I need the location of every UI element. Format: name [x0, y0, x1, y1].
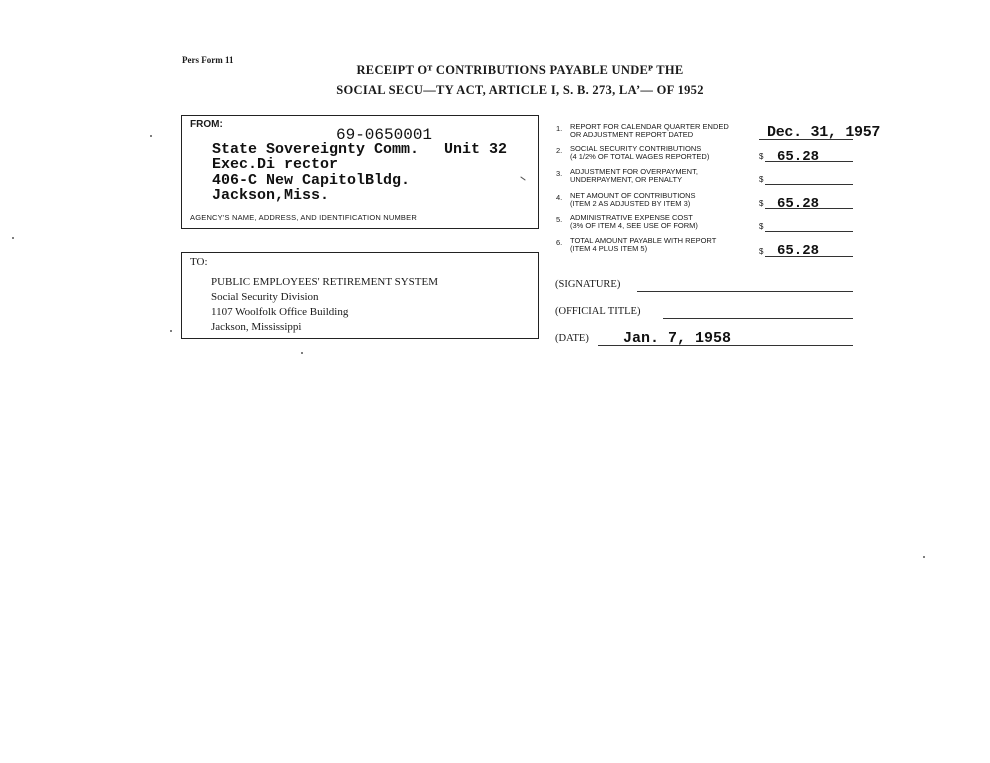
- item-rule: [765, 184, 853, 185]
- to-line-2: Social Security Division: [211, 291, 319, 303]
- item-label-line-1: SOCIAL SECURITY CONTRIBUTIONS: [570, 144, 702, 153]
- item-number: 5.: [556, 215, 563, 224]
- item-rule: [765, 231, 853, 232]
- dollar-sign: $: [759, 175, 764, 184]
- item-number: 1.: [556, 124, 563, 133]
- quarter-ended-value: Dec. 31, 1957: [767, 124, 881, 141]
- to-box: [181, 252, 539, 339]
- item-label-line-2: (ITEM 4 PLUS ITEM 5): [570, 244, 648, 253]
- item-label-line-1: NET AMOUNT OF CONTRIBUTIONS: [570, 191, 696, 200]
- date-label: (DATE): [555, 333, 589, 344]
- scan-speck: [12, 237, 14, 239]
- net-amount-value: 65.28: [777, 196, 820, 212]
- to-label: TO:: [190, 256, 208, 268]
- item-label-line-1: ADMINISTRATIVE EXPENSE COST: [570, 213, 693, 222]
- dollar-sign: $: [759, 222, 764, 231]
- item-label-line-2: (4 1/2% OF TOTAL WAGES REPORTED): [570, 152, 710, 161]
- agency-address-line-3: 406-C New CapitolBldg.: [212, 172, 411, 189]
- agency-unit: Unit 32: [444, 141, 508, 158]
- form-title-line-1: RECEIPT Oᵀ CONTRIBUTIONS PAYABLE UNDEᴾ THE: [356, 63, 684, 77]
- official-title-line: [663, 318, 853, 319]
- agency-address-line-2: Exec.Di rector: [212, 156, 339, 173]
- agency-name: State Sovereignty Comm.: [212, 141, 420, 158]
- scan-speck: [301, 352, 303, 354]
- scan-speck: [170, 330, 172, 332]
- date-value: Jan. 7, 1958: [623, 330, 732, 347]
- scan-speck: [150, 135, 152, 137]
- item-number: 4.: [556, 193, 563, 202]
- to-line-1: PUBLIC EMPLOYEES' RETIREMENT SYSTEM: [211, 276, 438, 288]
- item-number: 2.: [556, 146, 563, 155]
- item-number: 3.: [556, 169, 563, 178]
- agency-id-number: 69-0650001: [336, 126, 433, 144]
- contributions-value: 65.28: [777, 149, 820, 165]
- item-rule: [765, 161, 853, 162]
- signature-label: (SIGNATURE): [555, 279, 621, 290]
- item-label-line-2: OR ADJUSTMENT REPORT DATED: [570, 130, 694, 139]
- form-number: Pers Form 11: [182, 55, 234, 65]
- dollar-sign: $: [759, 247, 764, 256]
- scan-speck: [923, 556, 925, 558]
- signature-line: [637, 291, 853, 292]
- form-title-line-2: SOCIAL SECU—TY ACT, ARTICLE I, S. B. 273, LA’— OF 1952: [336, 83, 704, 97]
- agency-caption: AGENCY'S NAME, ADDRESS, AND IDENTIFICATION NUMBER: [190, 213, 417, 222]
- item-label-line-2: (3% OF ITEM 4, SEE USE OF FORM): [570, 221, 698, 230]
- dollar-sign: $: [759, 152, 764, 161]
- item-label-line-1: ADJUSTMENT FOR OVERPAYMENT,: [570, 167, 698, 176]
- item-number: 6.: [556, 238, 563, 247]
- total-payable-value: 65.28: [777, 243, 820, 259]
- item-label-line-2: UNDERPAYMENT, OR PENALTY: [570, 175, 683, 184]
- item-label-line-1: TOTAL AMOUNT PAYABLE WITH REPORT: [570, 236, 717, 245]
- item-label-line-1: REPORT FOR CALENDAR QUARTER ENDED: [570, 122, 729, 131]
- from-box: [181, 115, 539, 229]
- item-rule: [765, 256, 853, 257]
- item-rule: [765, 208, 853, 209]
- dollar-sign: $: [759, 199, 764, 208]
- to-line-3: 1107 Woolfolk Office Building: [211, 306, 349, 318]
- date-line: [598, 345, 853, 346]
- to-line-4: Jackson, Mississippi: [211, 321, 302, 333]
- item-label-line-2: (ITEM 2 AS ADJUSTED BY ITEM 3): [570, 199, 691, 208]
- item-rule: [759, 139, 853, 140]
- official-title-label: (OFFICIAL TITLE): [555, 306, 641, 317]
- from-label: FROM:: [190, 119, 223, 130]
- agency-address-line-4: Jackson,Miss.: [212, 187, 330, 204]
